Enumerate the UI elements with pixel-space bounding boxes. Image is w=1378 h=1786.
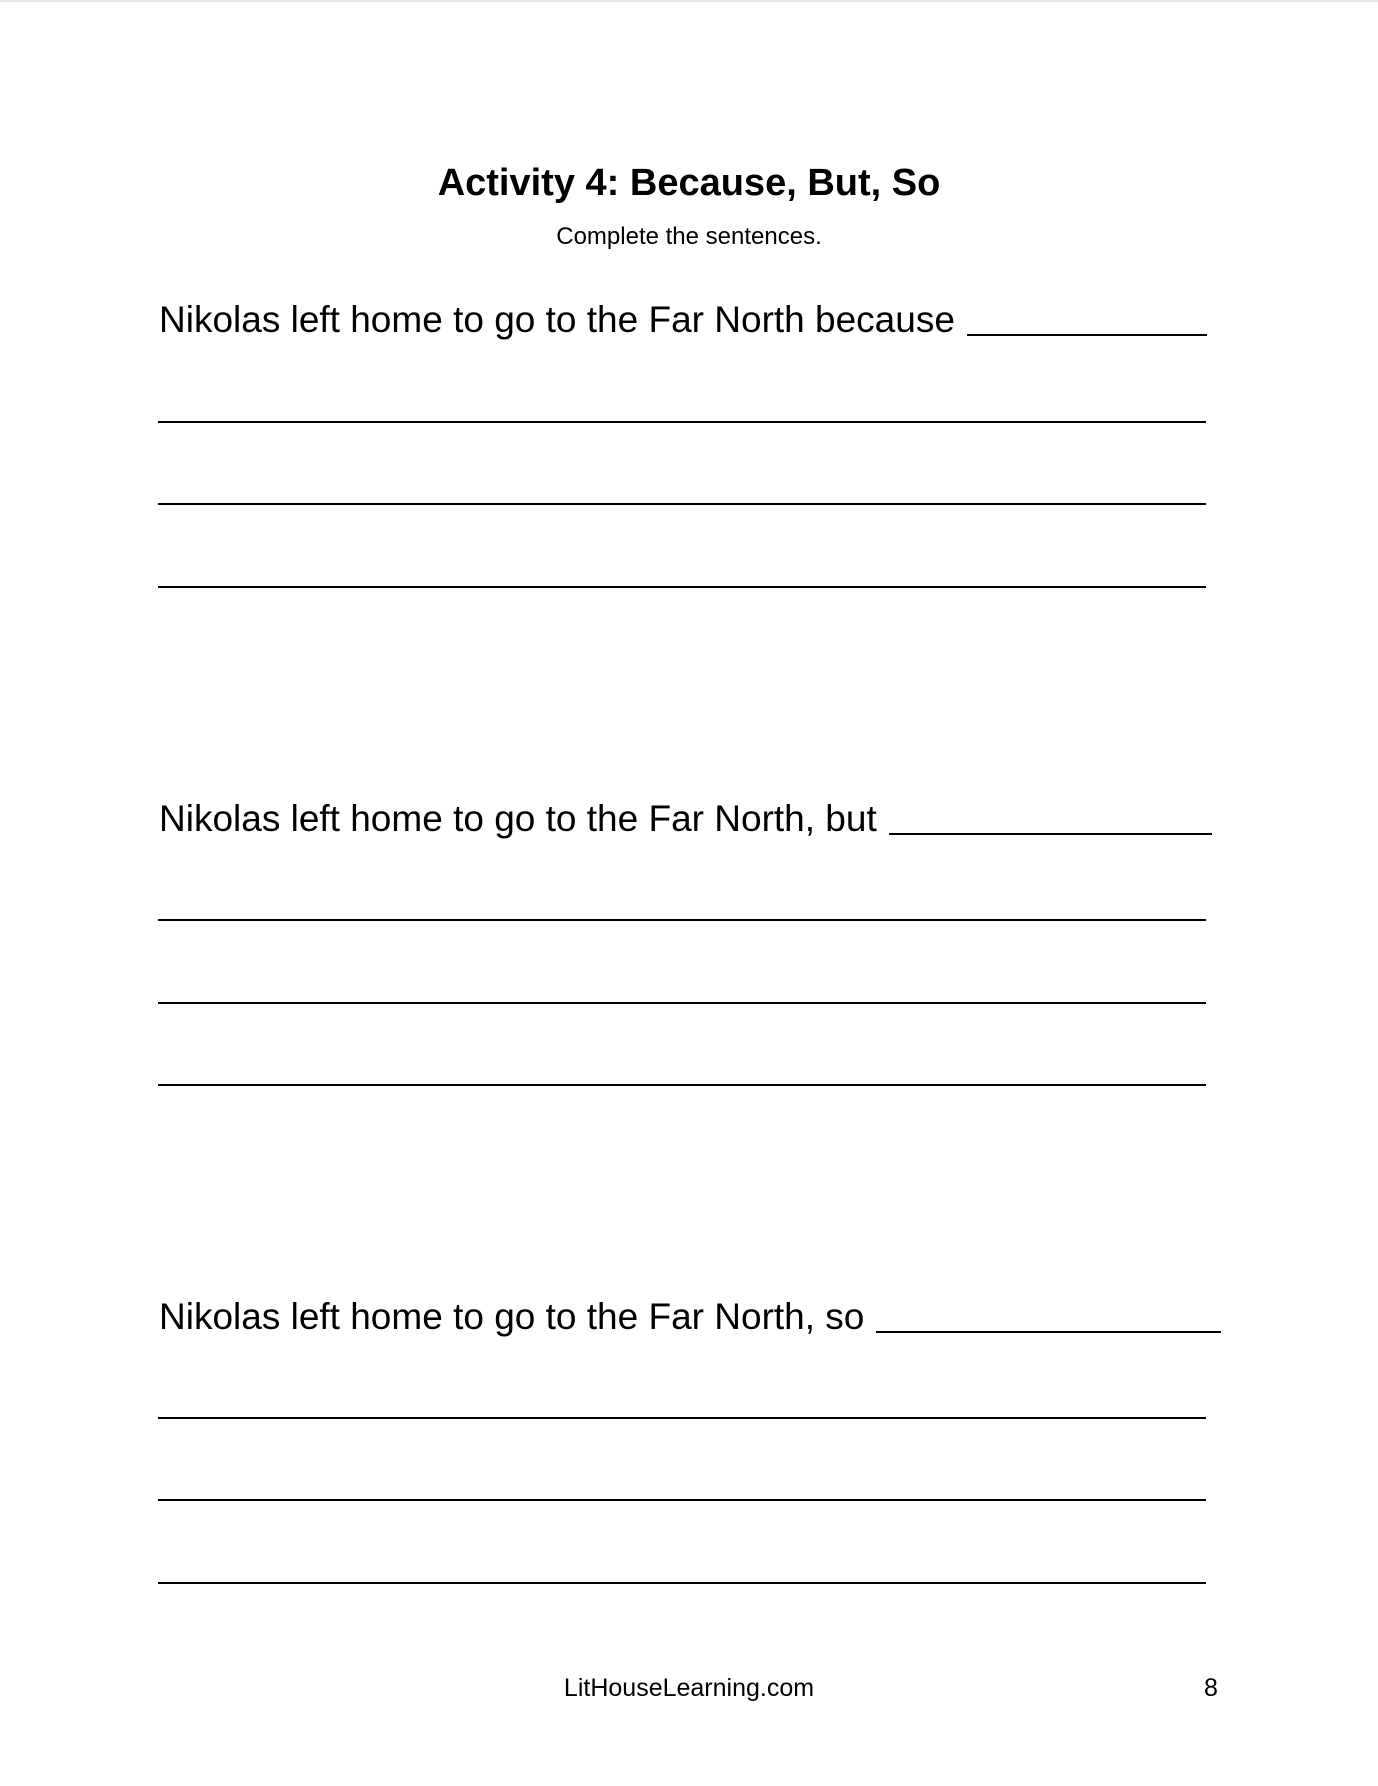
answer-line[interactable] [158,1417,1206,1419]
answer-line[interactable] [158,503,1206,505]
inline-answer-blank[interactable] [876,1331,1221,1333]
prompt-text: Nikolas left home to go to the Far North, but [159,798,877,839]
worksheet-title: Activity 4: Because, But, So [437,162,941,204]
answer-line[interactable] [158,919,1206,921]
prompt-text: Nikolas left home to go to the Far North, so [159,1296,865,1337]
answer-line[interactable] [158,421,1206,423]
prompt-because [159,296,1207,344]
inline-answer-blank[interactable] [967,334,1207,336]
page-number: 8 [1204,1674,1218,1702]
prompt-text: Nikolas left home to go to the Far North because [159,299,955,340]
inline-answer-blank[interactable] [889,833,1212,835]
answer-line[interactable] [158,1582,1206,1584]
prompt-so [159,1293,1221,1341]
footer-website: LitHouseLearning.com [563,1674,815,1702]
answer-line[interactable] [158,1002,1206,1004]
prompt-but [159,795,1212,843]
answer-line[interactable] [158,1499,1206,1501]
answer-line[interactable] [158,1084,1206,1086]
worksheet-instructions: Complete the sentences. [556,223,822,250]
answer-line[interactable] [158,586,1206,588]
page-top-edge [0,0,1378,2]
